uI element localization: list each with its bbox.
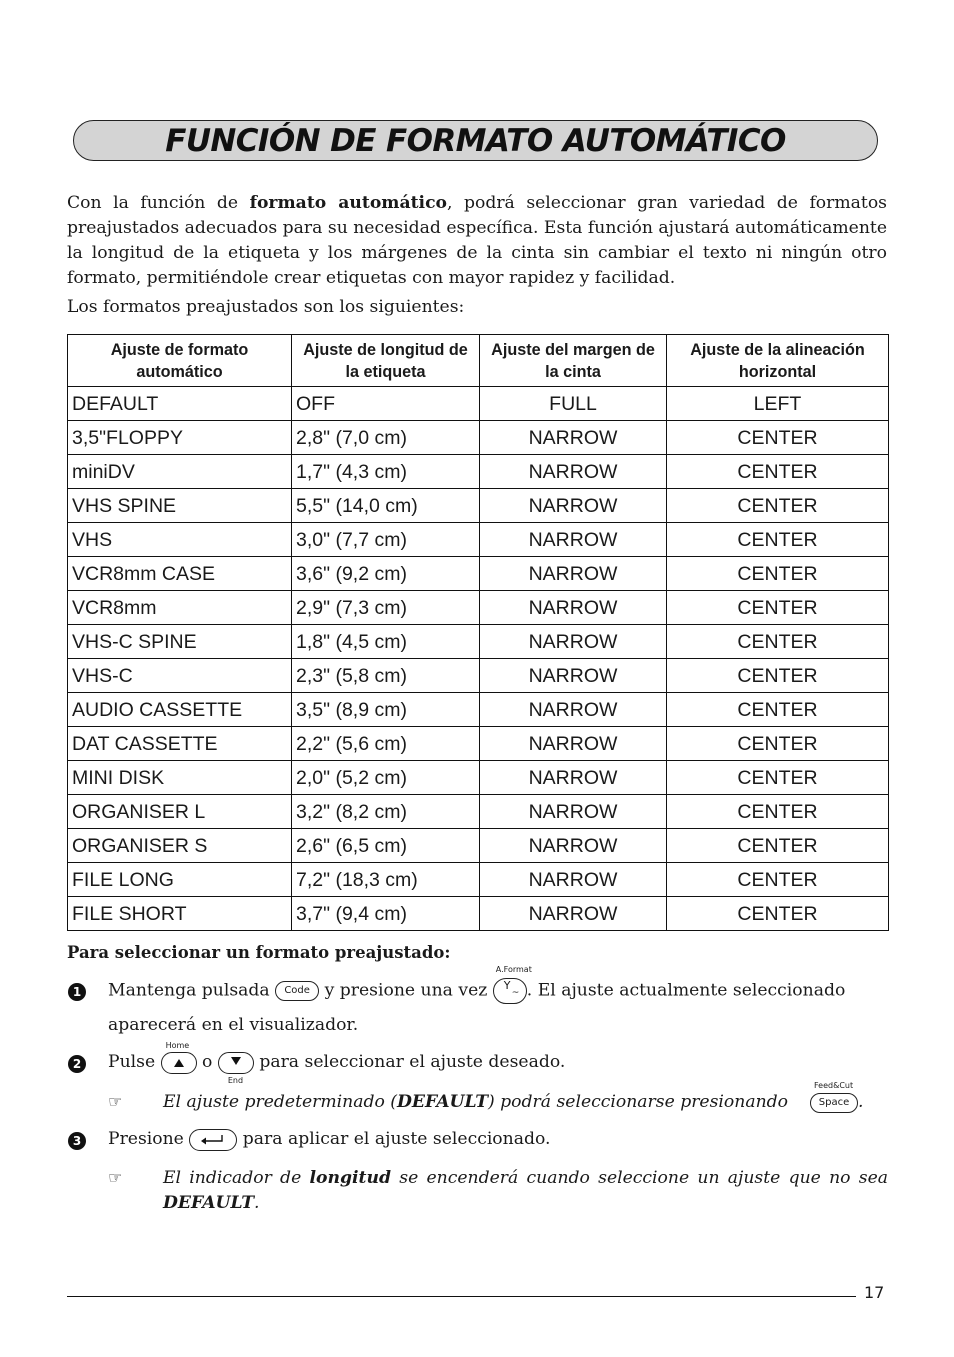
horizontal-alignment-cell: CENTER	[667, 455, 889, 489]
intro-text-1: Con la función de	[67, 193, 250, 213]
tilde-glyph: ~	[511, 988, 520, 998]
hand-pointer-icon: ☞	[108, 1092, 123, 1111]
format-name-cell: VHS SPINE	[68, 489, 292, 523]
note-3-period: .	[254, 1193, 260, 1213]
page-title: FUNCIÓN DE FORMATO AUTOMÁTICO	[165, 123, 786, 159]
arrow-down-icon	[230, 1056, 242, 1066]
horizontal-alignment-cell: CENTER	[667, 795, 889, 829]
note-2-bold: DEFAULT	[397, 1092, 489, 1112]
step-1-text-c: . El ajuste actualmente seleccionado	[526, 980, 846, 1001]
format-name-cell: DEFAULT	[68, 387, 292, 421]
tape-margin-cell: NARROW	[480, 523, 667, 557]
format-name-cell: miniDV	[68, 455, 292, 489]
horizontal-alignment-cell: CENTER	[667, 693, 889, 727]
format-table	[67, 334, 889, 931]
table-row	[68, 387, 889, 421]
format-name-cell: FILE SHORT	[68, 897, 292, 931]
label-length-cell: 7,2" (18,3 cm)	[292, 863, 480, 897]
label-length-cell: 1,8" (4,5 cm)	[292, 625, 480, 659]
down-arrow-key	[218, 1052, 254, 1085]
format-name-cell: VCR8mm CASE	[68, 557, 292, 591]
feedcut-caption: Feed&Cut	[814, 1080, 854, 1090]
horizontal-alignment-cell: CENTER	[667, 863, 889, 897]
step-2-text-a: Pulse	[108, 1052, 161, 1072]
step-3-text	[108, 1127, 808, 1152]
step-2-text	[108, 1040, 808, 1085]
note-3-bold-1: longitud	[309, 1168, 391, 1188]
tape-margin-cell: NARROW	[480, 421, 667, 455]
horizontal-alignment-cell: CENTER	[667, 421, 889, 455]
header-alignment: Ajuste de la alineación horizontal	[667, 335, 889, 387]
arrow-up-icon	[173, 1058, 185, 1068]
label-length-cell: 2,3" (5,8 cm)	[292, 659, 480, 693]
home-caption: Home	[165, 1040, 190, 1050]
label-length-cell: 3,2" (8,2 cm)	[292, 795, 480, 829]
preset-lead-in: Los formatos preajustados son los siguientes:	[67, 297, 465, 317]
horizontal-alignment-cell: CENTER	[667, 557, 889, 591]
enter-key	[189, 1129, 237, 1151]
format-name-cell: DAT CASSETTE	[68, 727, 292, 761]
label-length-cell: 3,0" (7,7 cm)	[292, 523, 480, 557]
table-row	[68, 863, 889, 897]
table-row	[68, 625, 889, 659]
tape-margin-cell: NARROW	[480, 693, 667, 727]
step-1-text-line2: aparecerá en el visualizador.	[108, 1015, 359, 1035]
tape-margin-cell: NARROW	[480, 455, 667, 489]
label-length-cell: 5,5" (14,0 cm)	[292, 489, 480, 523]
horizontal-alignment-cell: CENTER	[667, 625, 889, 659]
code-key: Code	[275, 981, 319, 1001]
format-name-cell: VHS-C	[68, 659, 292, 693]
horizontal-alignment-cell: CENTER	[667, 761, 889, 795]
table-row	[68, 591, 889, 625]
horizontal-alignment-cell: CENTER	[667, 591, 889, 625]
up-arrow-key	[161, 1040, 197, 1074]
tape-margin-cell: NARROW	[480, 659, 667, 693]
label-length-cell: 2,6" (6,5 cm)	[292, 829, 480, 863]
enter-icon	[200, 1134, 226, 1146]
table-row	[68, 693, 889, 727]
intro-text-2: , podrá seleccionar gran variedad de formatos preajustados adecuados para su necesidad específica. Esta función ajustará automáticamente la longitud de la etiqueta y los márgenes de la cinta sin cambiar el texto ni ningún otro formato, permitiéndole crear etiquetas con mayor rapidez y facilidad.	[67, 193, 887, 288]
note-3-text-b: se encenderá cuando seleccione un ajuste que no sea	[391, 1168, 888, 1188]
step-1-number: 1	[68, 983, 86, 1001]
step-3-note	[163, 1166, 888, 1216]
table-row	[68, 727, 889, 761]
title-banner	[73, 120, 878, 161]
step-2-number: 2	[68, 1055, 86, 1073]
step-3-number: 3	[68, 1132, 86, 1150]
label-length-cell: 2,0" (5,2 cm)	[292, 761, 480, 795]
step-1-text-b: y presione una vez	[319, 980, 493, 1001]
header-margin: Ajuste del margen de la cinta	[480, 335, 667, 387]
step-2-text-c: para seleccionar el ajuste deseado.	[253, 1052, 566, 1072]
tape-margin-cell: NARROW	[480, 897, 667, 931]
format-name-cell: ORGANISER S	[68, 829, 292, 863]
label-length-cell: 3,7" (9,4 cm)	[292, 897, 480, 931]
table-row	[68, 897, 889, 931]
note-2-period: .	[858, 1092, 864, 1112]
format-name-cell: VHS	[68, 523, 292, 557]
label-length-cell: 2,2" (5,6 cm)	[292, 727, 480, 761]
intro-bold-term: formato automático	[249, 193, 448, 213]
table-row	[68, 489, 889, 523]
tape-margin-cell: NARROW	[480, 625, 667, 659]
table-row	[68, 659, 889, 693]
step-1-text-a: Mantenga pulsada	[108, 980, 276, 1001]
tape-margin-cell: NARROW	[480, 557, 667, 591]
hand-pointer-icon-2: ☞	[108, 1168, 123, 1187]
horizontal-alignment-cell: CENTER	[667, 489, 889, 523]
tape-margin-cell: NARROW	[480, 591, 667, 625]
step-1-text	[108, 965, 888, 1004]
table-row	[68, 455, 889, 489]
footer-rule	[67, 1296, 856, 1297]
label-length-cell: 3,5" (8,9 cm)	[292, 693, 480, 727]
tape-margin-cell: NARROW	[480, 795, 667, 829]
tape-margin-cell: NARROW	[480, 489, 667, 523]
format-name-cell: 3,5"FLOPPY	[68, 421, 292, 455]
procedure-heading: Para seleccionar un formato preajustado:	[67, 943, 451, 962]
horizontal-alignment-cell: CENTER	[667, 659, 889, 693]
step-3-text-b: para aplicar el ajuste seleccionado.	[237, 1129, 551, 1149]
table-row	[68, 421, 889, 455]
tape-margin-cell: NARROW	[480, 863, 667, 897]
header-format: Ajuste de formato automático	[68, 335, 292, 387]
page-number: 17	[864, 1283, 885, 1302]
table-row	[68, 795, 889, 829]
step-2-text-b: o	[196, 1052, 218, 1072]
format-name-cell: VHS-C SPINE	[68, 625, 292, 659]
label-length-cell: OFF	[292, 387, 480, 421]
horizontal-alignment-cell: CENTER	[667, 897, 889, 931]
note-2-text-a: El ajuste predeterminado (	[163, 1092, 398, 1112]
end-caption: End	[227, 1075, 244, 1085]
note-3-text-a: El indicador de	[163, 1168, 310, 1188]
space-key	[810, 1080, 858, 1113]
y-aformat-key	[493, 965, 532, 1004]
horizontal-alignment-cell: CENTER	[667, 523, 889, 557]
format-name-cell: VCR8mm	[68, 591, 292, 625]
tape-margin-cell: NARROW	[480, 761, 667, 795]
step-3-text-a: Presione	[108, 1129, 190, 1149]
table-row	[68, 829, 889, 863]
y-key-label: Y	[503, 979, 511, 992]
table-header-row	[68, 335, 889, 387]
format-name-cell: MINI DISK	[68, 761, 292, 795]
table-row	[68, 761, 889, 795]
horizontal-alignment-cell: LEFT	[667, 387, 889, 421]
aformat-caption: A.Format	[495, 965, 532, 974]
label-length-cell: 2,8" (7,0 cm)	[292, 421, 480, 455]
horizontal-alignment-cell: CENTER	[667, 829, 889, 863]
horizontal-alignment-cell: CENTER	[667, 727, 889, 761]
table-row	[68, 523, 889, 557]
note-2-text-b: ) podrá seleccionarse presionando	[488, 1092, 788, 1112]
format-name-cell: ORGANISER L	[68, 795, 292, 829]
space-key-label: Space	[818, 1096, 850, 1108]
table-row	[68, 557, 889, 591]
tape-margin-cell: FULL	[480, 387, 667, 421]
intro-paragraph	[67, 191, 887, 291]
tape-margin-cell: NARROW	[480, 829, 667, 863]
format-name-cell: AUDIO CASSETTE	[68, 693, 292, 727]
label-length-cell: 2,9" (7,3 cm)	[292, 591, 480, 625]
label-length-cell: 1,7" (4,3 cm)	[292, 455, 480, 489]
note-3-bold-2: DEFAULT	[163, 1193, 254, 1213]
header-length: Ajuste de longitud de la etiqueta	[292, 335, 480, 387]
tape-margin-cell: NARROW	[480, 727, 667, 761]
label-length-cell: 3,6" (9,2 cm)	[292, 557, 480, 591]
format-name-cell: FILE LONG	[68, 863, 292, 897]
